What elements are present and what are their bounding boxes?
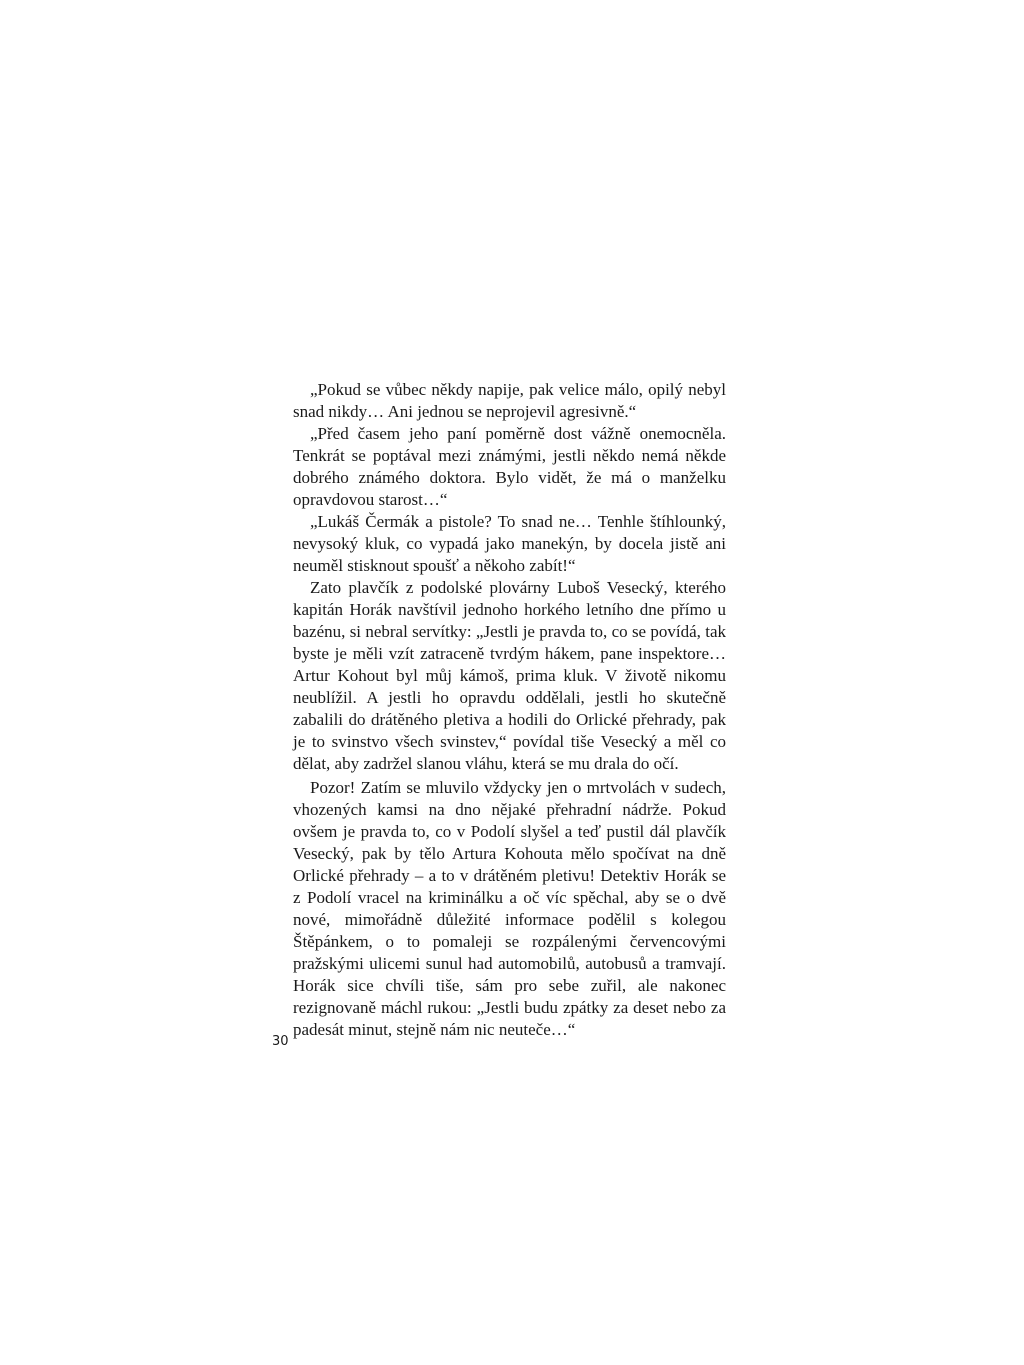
paragraph-4: Zato plavčík z podolské plovárny Luboš Vesecký, kterého kapitán Horák navštívil jednoho horkého letního dne přímo u bazénu, si nebral servítky: „Jestli je pravda to, co se povídá, tak byste je měli vzít zatraceně tvrdým hákem, pane inspektore… Artur Kohout byl můj kámoš, prima kluk. V životě nikomu neublížil. A jestli ho opravdu oddělali, jestli ho skutečně zabalili do drátěného pletiva a hodili do Orlické přehrady, pak je to svinstvo všech svinstev,“ povídal tiše Vesecký a měl co dělat, aby zadržel slanou vláhu, která se mu drala do očí. bbox=[293, 578, 726, 773]
paragraph-1: „Pokud se vůbec někdy napije, pak velice málo, opilý nebyl snad nikdy… Ani jednou se neprojevil agresivně.“ bbox=[293, 380, 726, 421]
paragraph-5: Pozor! Zatím se mluvilo vždycky jen o mrtvolách v sudech, vhozených kamsi na dno nějaké přehradní nádrže. Pokud ovšem je pravda to, co v Podolí slyšel a teď pustil dál plavčík Vesecký, pak by tělo Artura Kohouta mělo spočívat na dně Orlické přehrady – a to v drátěném pletivu! Detektiv Horák se z Podolí vracel na kriminálku a oč víc spěchal, aby se o dvě nové, mimořádně důležité informace podělil s kolegou Štěpánkem, o to pomaleji se rozpálenými červencovými pražskými ulicemi sunul had automobilů, autobusů a tramvají. Horák sice chvíli tiše, sám pro sebe zuřil, ale nakonec rezignovaně máchl rukou: „Jestli budu zpátky za deset nebo za padesát minut, stejně nám nic neuteče…“ bbox=[293, 778, 726, 1039]
paragraph-3: „Lukáš Čermák a pistole? To snad ne… Tenhle štíhlounký, nevysoký kluk, co vypadá jako manekýn, by docela jistě ani neuměl stisknout spoušť a někoho zabít!“ bbox=[293, 512, 726, 575]
paragraph-2: „Před časem jeho paní poměrně dost vážně onemocněla. Tenkrát se poptával mezi známými, jestli někdo nemá někde dobrého známého doktora. Bylo vidět, že má o manželku opravdovou starost…“ bbox=[293, 424, 726, 509]
body-text bbox=[293, 379, 726, 1041]
page-number: 30 bbox=[272, 1034, 289, 1049]
